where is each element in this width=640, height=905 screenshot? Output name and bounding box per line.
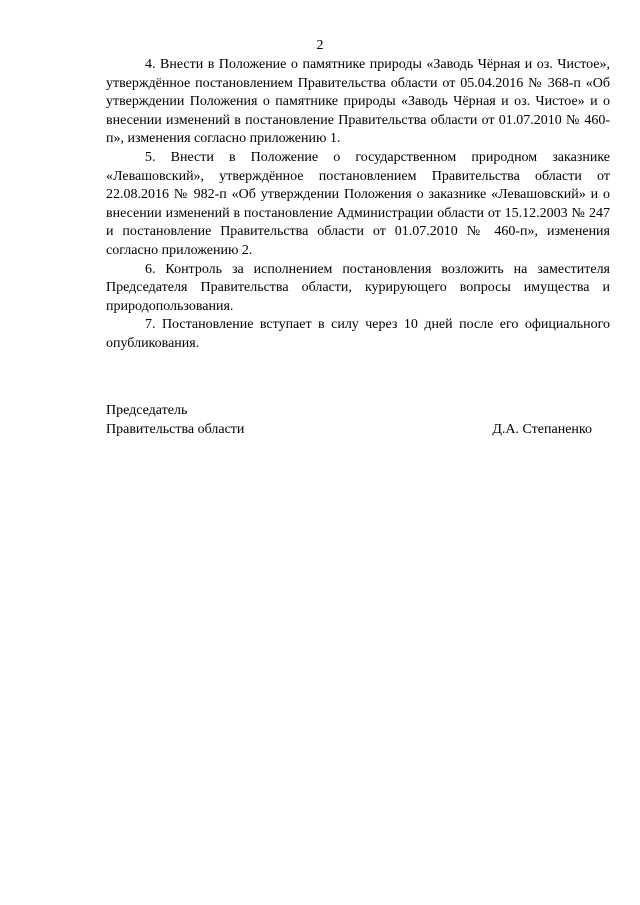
signature-row bbox=[106, 421, 592, 440]
signature-block bbox=[106, 402, 592, 439]
signatory-position-line2: Правительства области bbox=[106, 421, 245, 437]
paragraph-item-7: 7. Постановление вступает в силу через 10 дней после его официального опубликования. bbox=[106, 317, 610, 351]
document-body bbox=[106, 56, 610, 354]
paragraph-item-5: 5. Внести в Положение о государственном природном заказнике «Левашовский», утверждённое постановлением Правительства области от 22.08.2016 № 982-п «Об утверждении Положения о заказнике «Левашовский» и о внесении изменений в постановление Администрации области от 15.12.2003 № 247 и постановление Правительства области от 01.07.2010 № 460-п», изменения согласно приложению 2. bbox=[106, 149, 610, 258]
paragraph-item-4: 4. Внести в Положение о памятнике природы «Заводь Чёрная и оз. Чистое», утверждённое постановлением Правительства области от 05.04.2016 № 368-п «Об утверждении Положения о памятнике природы «Заводь Чёрная и оз. Чистое» и о внесении изменений в постановление Правительства области от 01.07.2010 № 460-п», изменения согласно приложению 1. bbox=[106, 57, 610, 147]
paragraph-item-6: 6. Контроль за исполнением постановления возложить на заместителя Председателя Правительства области, курирующего вопросы имущества и природопользования. bbox=[106, 261, 610, 314]
signatory-name: Д.А. Степаненко bbox=[492, 421, 592, 437]
page-number: 2 bbox=[316, 38, 324, 53]
signatory-position-line1: Председатель bbox=[106, 403, 188, 418]
